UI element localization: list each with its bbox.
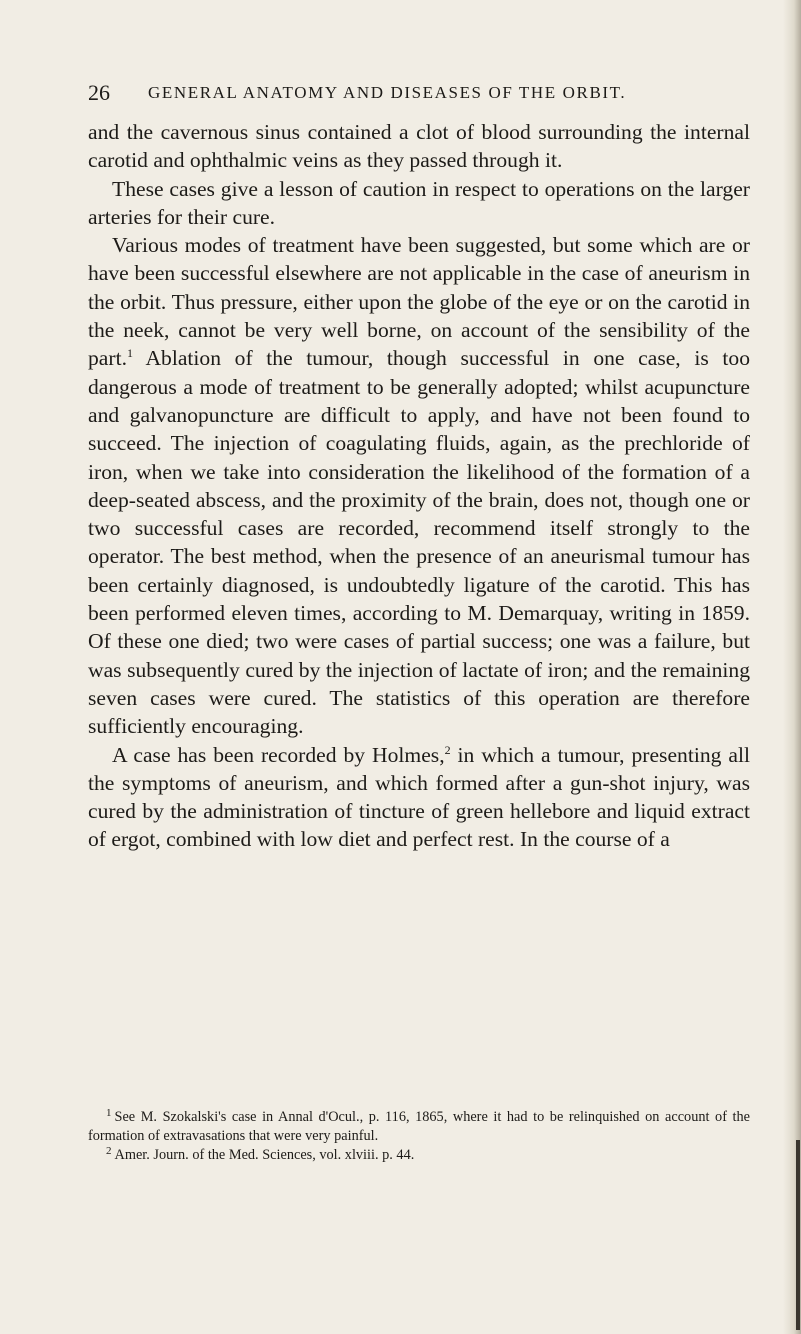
- page-edge-shadow: [783, 0, 801, 1334]
- page-header: [88, 80, 748, 108]
- footnote: [88, 1146, 750, 1165]
- paragraph-text: Various modes of treatment have been suggested, but some which are or have been successful elsewhere are not applicable in the case of aneurism in the orbit. Thus pressure, either upon the globe of the eye or on the carotid in the neek, cannot be very well borne, on account of the sensibility of the part.: [88, 233, 750, 371]
- footnote: [88, 1108, 750, 1146]
- paragraph-text: A case has been recorded by Holmes,: [112, 742, 445, 767]
- body-text: [88, 118, 750, 854]
- paragraph: [88, 175, 750, 232]
- footnote-reference: 1: [126, 346, 133, 361]
- paragraph-text: Ablation of the tumour, though successful in one case, is too dangerous a mode of treatment to be generally adopted; whilst acupuncture and galvanopuncture are difficult to apply, and have not been found to succeed. The injection of coagulating fluids, again, as the prechloride of iron, when we take into consideration the likelihood of the formation of a deep-seated abscess, and the proximity of the brain, does not, though one or two successful cases are recorded, recommend itself strongly to the operator. The best method, when the presence of an aneurismal tumour has been certainly diagnosed, is undoubtedly ligature of the carotid. This has been performed eleven times, according to M. Demarquay, writing in 1859. Of these one died; two were cases of partial success; one was a failure, but was subsequently cured by the injection of lactate of iron; and the remaining seven cases were cured. The statistics of this operation are therefore sufficiently encouraging.: [88, 346, 750, 739]
- footnote-mark: 1: [106, 1107, 112, 1119]
- footnote-text: Amer. Journ. of the Med. Sciences, vol. xlviii. p. 44.: [114, 1147, 415, 1164]
- paragraph-text: and the cavernous sinus contained a clot of blood surrounding the internal carotid and ophthalmic veins as they passed through it.: [88, 120, 750, 173]
- running-title: GENERAL ANATOMY AND DISEASES OF THE ORBIT.: [148, 83, 627, 102]
- paragraph-text: These cases give a lesson of caution in respect to operations on the larger arteries for their cure.: [88, 176, 750, 229]
- paragraph: [88, 231, 750, 740]
- paragraph: [88, 741, 750, 854]
- paragraph-text: in which a tumour, presenting all the symptoms of aneurism, and which formed after a gun-shot injury, was cured by the administration of tincture of green hellebore and liquid extract of ergot, combined with low diet and perfect rest. In the course of a: [88, 742, 750, 852]
- footnote-mark: 2: [106, 1145, 112, 1158]
- page-edge-mark: [796, 1140, 800, 1330]
- page-number: 26: [88, 80, 110, 105]
- footnote-text: See M. Szokalski's case in Annal d'Ocul., p. 116, 1865, where it had to be relinquished on account of the formation of extravasations that were very painful.: [88, 1109, 750, 1145]
- paragraph: [88, 118, 750, 175]
- footnotes: [88, 1108, 750, 1166]
- footnote-reference: 2: [444, 742, 451, 757]
